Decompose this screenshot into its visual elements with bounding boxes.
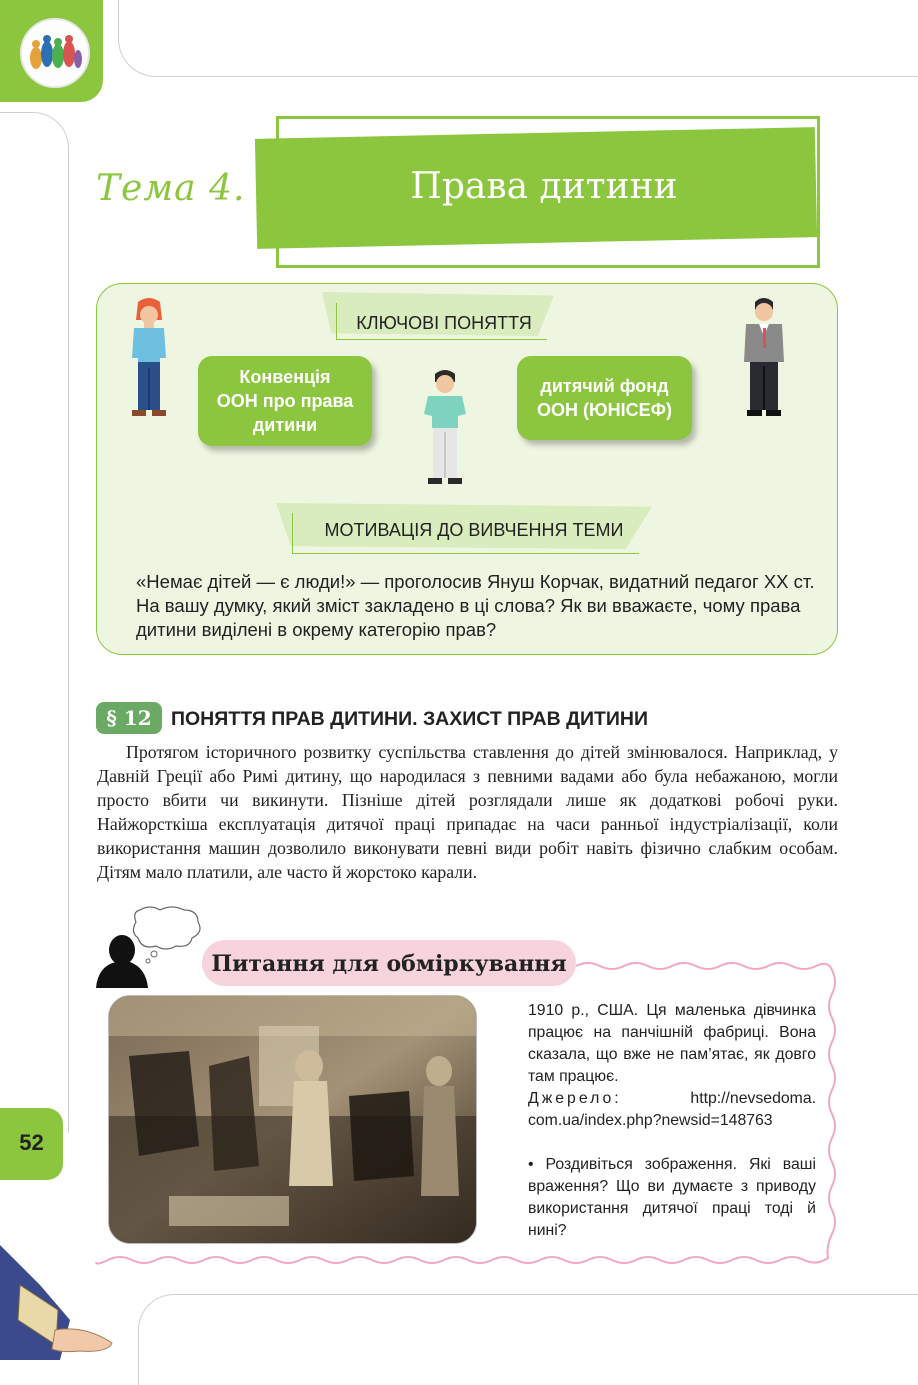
- concept-un-convention: [198, 356, 372, 446]
- source-url-part-1[interactable]: http://nevsedoma.: [690, 1090, 816, 1107]
- woman-figure: [126, 298, 172, 420]
- section-body: [97, 740, 838, 884]
- motivation-heading: МОТИВАЦІЯ ДО ВИВЧЕННЯ ТЕМИ: [324, 520, 624, 540]
- source-url-part-2[interactable]: com.ua/index.php?newsid=148763: [528, 1112, 773, 1129]
- photo-caption-block: [528, 1000, 816, 1242]
- publisher-logo: [20, 18, 90, 88]
- photo-caption: 1910 р., США. Ця маленька дівчинка працює на панчішній фабриці. Вона сказала, що вже не пам’ятає, як довго там працює.: [528, 1002, 816, 1085]
- man-figure: [742, 296, 786, 418]
- think-question: • Роздивіться зображення. Які ваші враження? Що ви думаєте з приводу використання дитячої праці тоді й нині?: [528, 1156, 816, 1239]
- source-line: [528, 1088, 816, 1110]
- concept-line: Конвенція: [239, 367, 331, 387]
- historical-photo: [108, 995, 477, 1244]
- thinker-icon: [94, 906, 204, 990]
- page-number: 52: [19, 1130, 44, 1155]
- page-title: Права дитини: [410, 166, 678, 207]
- concept-line: ООН (ЮНІСЕФ): [537, 400, 672, 420]
- source-label: Джерело:: [528, 1090, 622, 1107]
- section-badge: § 12: [96, 702, 162, 734]
- section-body-text: Протягом історичного розвитку суспільства ставлення до дітей змінювалося. Наприклад, у Давній Греції або Римі дитину, що народилася з певними вадами або була небажаною, могли просто вбити чи викинути. Пізніше дітей розглядали лише як додаткові робочі руки. Найжорсткіша експлуатація дитячої праці припадає на часи ранньої індустріалізації, коли використання машин дозволило виконувати певні види робіт навіть фізично слабким особам. Дітям мало платили, але часто й жорстоко карали.: [97, 742, 838, 882]
- section-title: ПОНЯТТЯ ПРАВ ДИТИНИ. ЗАХИСТ ПРАВ ДИТИНИ: [171, 708, 649, 730]
- page-frame-bottom: [138, 1294, 918, 1385]
- child-figure: [420, 368, 470, 486]
- concept-line: дитини: [252, 415, 318, 435]
- page-frame-left: [0, 112, 69, 1133]
- concept-unicef: [517, 356, 692, 440]
- page-frame-top: [118, 0, 918, 77]
- caption-spacer: [528, 1132, 816, 1154]
- concept-line: ООН про права: [216, 391, 354, 411]
- think-box-title: Питання для обміркування: [211, 951, 567, 977]
- concept-line: дитячий фонд: [540, 376, 669, 396]
- key-concepts-heading: КЛЮЧОВІ ПОНЯТТЯ: [356, 313, 532, 333]
- motivation-text: «Немає дітей — є люди!» — проголосив Януш Корчак, видатний педагог XX ст. На вашу думку, який зміст закладено в ці слова? Як ви вважаєте, чому права дитини виділені в окрему категорію прав?: [136, 571, 815, 640]
- theme-label: Тема 4.: [96, 168, 246, 209]
